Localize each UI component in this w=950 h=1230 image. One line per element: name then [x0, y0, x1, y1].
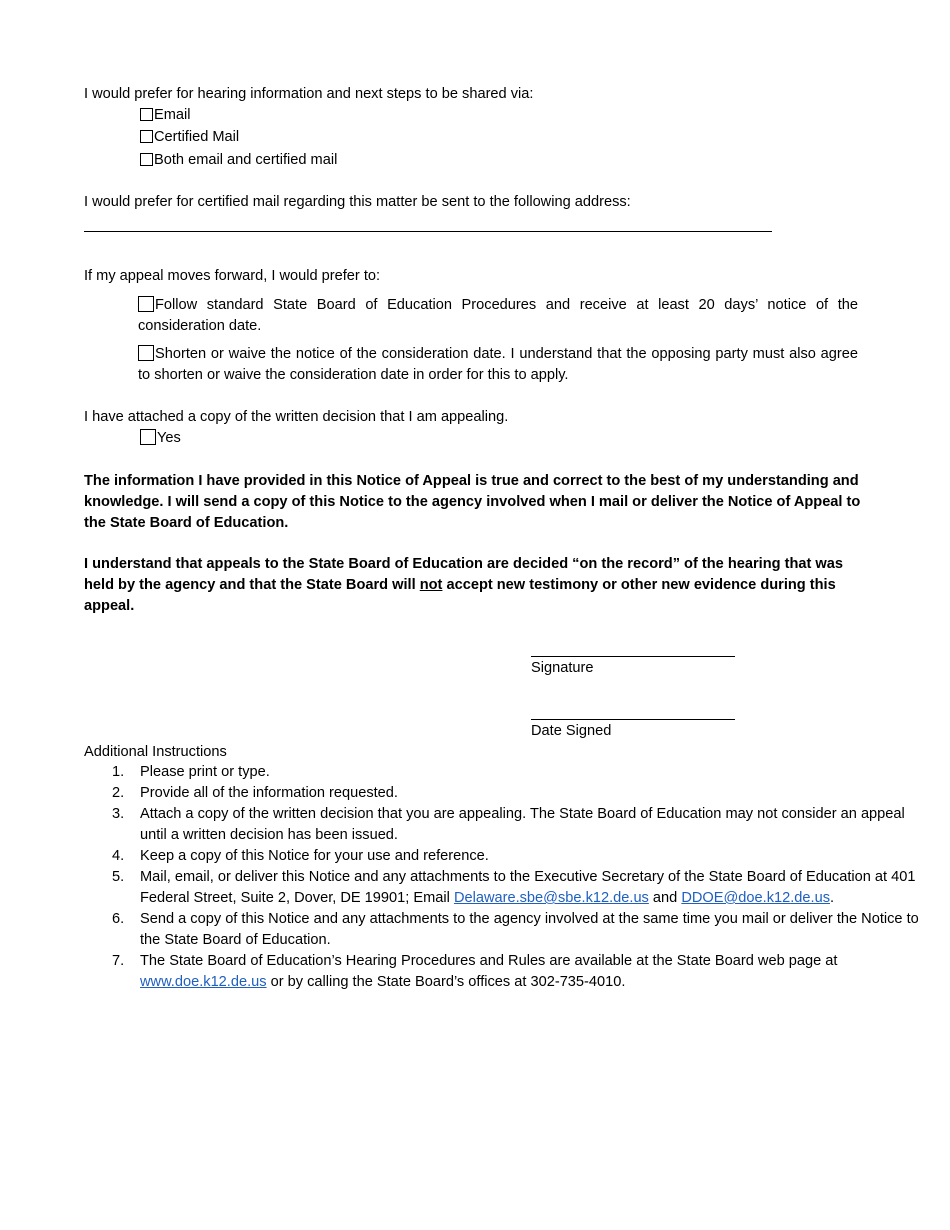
checkbox-icon[interactable] [140, 153, 153, 166]
signature-label: Signature [531, 660, 594, 676]
instructions-heading: Additional Instructions [84, 744, 227, 760]
delivery-option-certified-mail[interactable] [140, 127, 239, 148]
delivery-option-label: Certified Mail [154, 129, 240, 145]
checkbox-icon[interactable] [140, 429, 156, 445]
delivery-option-label: Both email and certified mail [154, 152, 338, 168]
delivery-option-both[interactable] [140, 150, 337, 171]
checkbox-icon[interactable] [140, 108, 153, 121]
instruction-item [112, 762, 930, 783]
address-prompt: I would prefer for certified mail regarding this matter be sent to the following address: [84, 194, 631, 210]
instruction-number: 1. [112, 764, 125, 780]
record-statement [84, 554, 864, 617]
instruction-text: Send a copy of this Notice and any attachments to the agency involved at the same time you mail or deliver the Notice to the State Board of Education. [140, 911, 919, 948]
instruction-text: The State Board of Education’s Hearing Procedures and Rules are available at the State Board web page at [140, 953, 838, 969]
instructions-list [84, 762, 930, 993]
record-text-underlined: not [419, 577, 443, 593]
instruction-text: Mail, email, or deliver this Notice and any attachments to the Executive Secretary of the State Board of Education at 401 Federal Street, Suite 2, Dover, DE 19901; Email [140, 869, 916, 906]
email-link-sbe[interactable]: Delaware.sbe@sbe.k12.de.us [453, 890, 649, 906]
delivery-option-label: Email [154, 107, 191, 123]
date-signed-line[interactable] [531, 704, 735, 720]
attached-option-label: Yes [157, 430, 181, 446]
instruction-item [112, 951, 930, 993]
instruction-item [112, 804, 930, 846]
checkbox-icon[interactable] [140, 130, 153, 143]
record-text-before: I understand that appeals to the State Board of Education are decided “on the record” of the hearing that was held by the agency and that the State Board will [84, 556, 843, 593]
instruction-text: Please print or type. [140, 764, 270, 780]
checkbox-icon[interactable] [138, 345, 154, 361]
instruction-item [112, 783, 930, 804]
email-link-ddoe[interactable]: DDOE@doe.k12.de.us [681, 890, 830, 906]
instruction-text: or by calling the State Board’s offices at 302-735-4010. [266, 974, 626, 990]
address-field[interactable] [84, 221, 772, 232]
attached-prompt: I have attached a copy of the written decision that I am appealing. [84, 409, 509, 425]
instruction-number: 3. [112, 806, 125, 822]
appeal-option-label: Follow standard State Board of Education Procedures and receive at least 20 days’ notice of the consideration date. [138, 297, 858, 334]
instruction-text: Provide all of the information requested. [140, 785, 398, 801]
instruction-number: 7. [112, 953, 125, 969]
instruction-number: 2. [112, 785, 125, 801]
instruction-text: Keep a copy of this Notice for your use and reference. [140, 848, 489, 864]
instruction-number: 4. [112, 848, 125, 864]
appeal-option-label: Shorten or waive the notice of the consideration date. I understand that the opposing party must also agree to shorten or waive the consideration date in order for this to apply. [138, 346, 858, 383]
instruction-text: . [830, 890, 835, 906]
signature-line[interactable] [531, 641, 735, 657]
appeal-prompt: If my appeal moves forward, I would prefer to: [84, 268, 381, 284]
appeal-option-standard[interactable] [138, 295, 858, 337]
record-text-after: accept new testimony or other new evidence during this appeal. [84, 577, 836, 614]
instruction-item [112, 867, 930, 909]
certification-statement: The information I have provided in this Notice of Appeal is true and correct to the best of my understanding and knowledge. I will send a copy of this Notice to the agency involved when I mail or deliver the Notice of Appeal to the State Board of Education. [84, 473, 861, 531]
web-link-doe[interactable]: www.doe.k12.de.us [140, 974, 267, 990]
checkbox-icon[interactable] [138, 296, 154, 312]
attached-option-yes[interactable] [140, 428, 181, 449]
instruction-number: 5. [112, 869, 125, 885]
appeal-option-shorten[interactable] [138, 344, 858, 386]
instruction-number: 6. [112, 911, 125, 927]
instruction-text: and [648, 890, 682, 906]
instruction-text: Attach a copy of the written decision that you are appealing. The State Board of Education may not consider an appeal until a written decision has been issued. [140, 806, 905, 843]
date-signed-label: Date Signed [531, 723, 612, 739]
delivery-prompt: I would prefer for hearing information and next steps to be shared via: [84, 86, 534, 102]
delivery-option-email[interactable] [140, 105, 191, 126]
instruction-item [112, 909, 930, 951]
instruction-item [112, 846, 930, 867]
